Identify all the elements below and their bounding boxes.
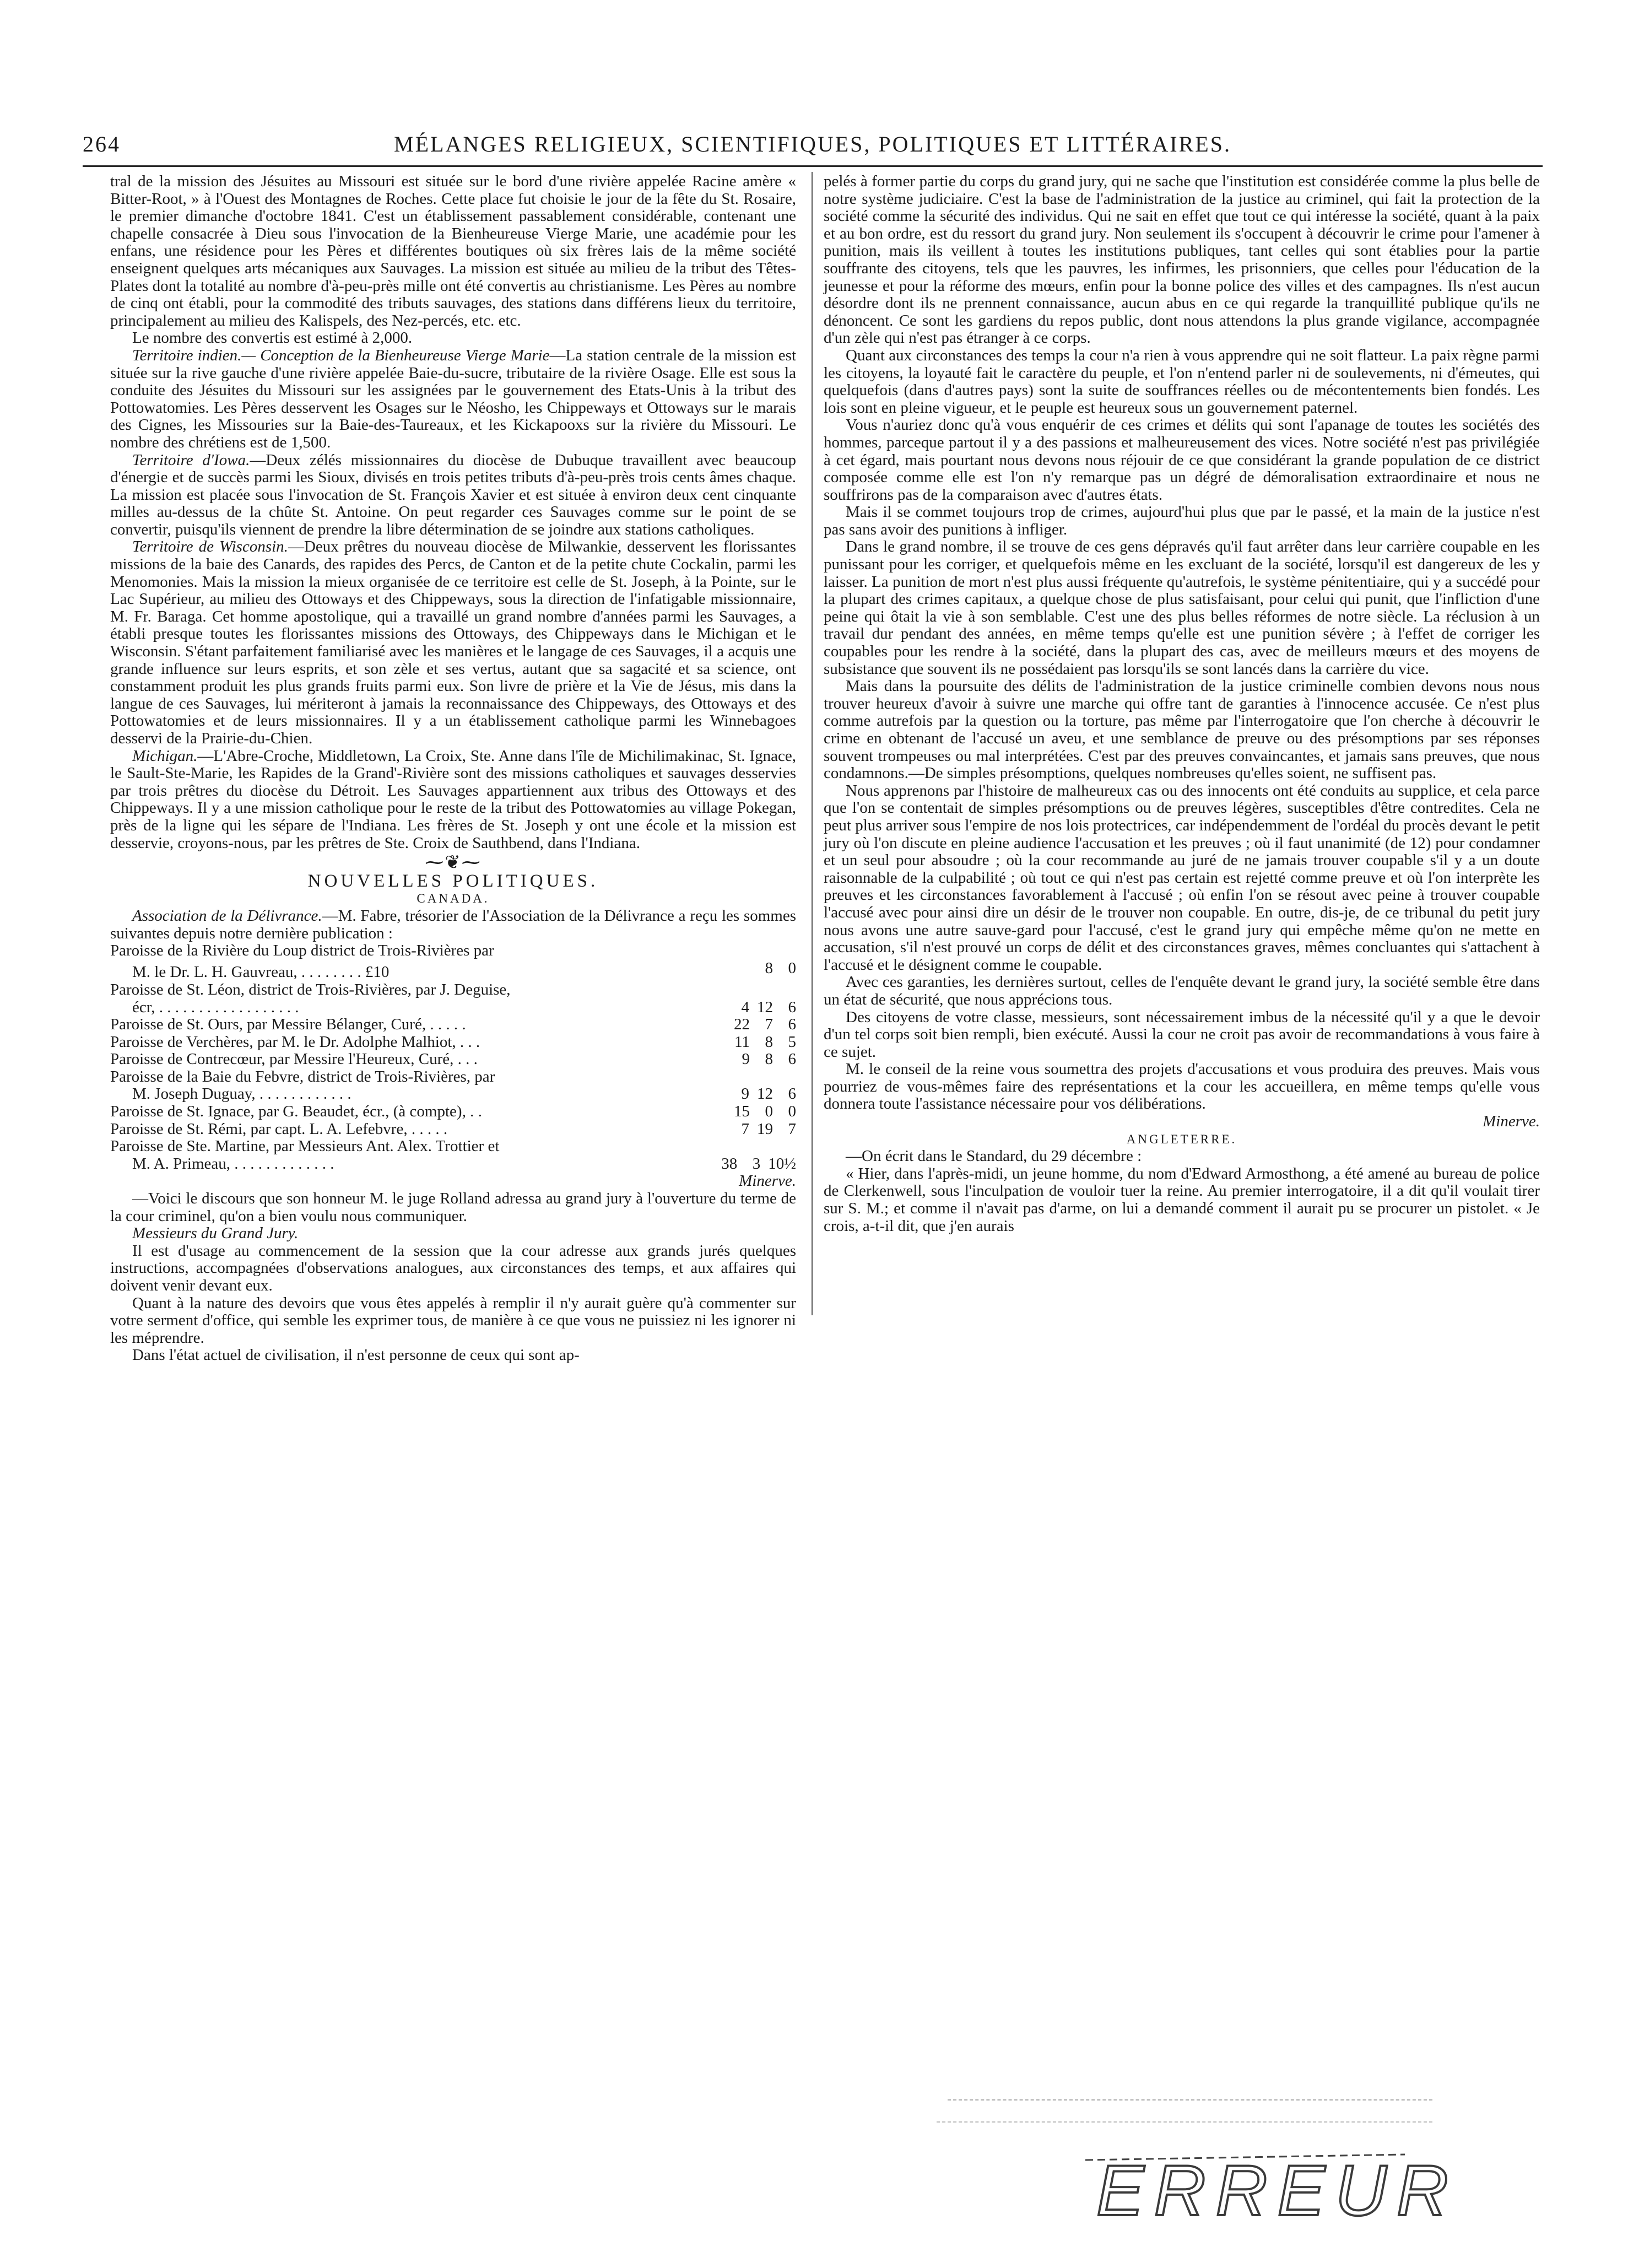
amount-part: 8: [765, 1050, 773, 1068]
ledger-amount: [719, 1103, 796, 1121]
ledger-row-continued: [110, 1086, 796, 1103]
speech-heading: Messieurs du Grand Jury.: [132, 1224, 299, 1243]
section-title: NOUVELLES POLITIQUES.: [307, 871, 599, 891]
ledger-row: [110, 1051, 796, 1068]
amount-part: 19: [757, 1120, 773, 1138]
paragraph: Le nombre des convertis est estimé à 2,000.: [132, 329, 413, 347]
paragraph-text: —La station centrale de la mission est située sur la rive gauche d'une rivière appelée Baie-du-sucre, tributaire de la rivière Osage. Elle est sous la conduite des Jésuites du Missouri sur les assignées par le gouvernement des Etats-Unis à la tribut des Pottowatomies. Les Pères desservent les Osages sur le Néosho, les Chippeways et Ottoways sur le marais des Cignes, les Missouries sur la Baie-des-Taureaux, et les Kickapooxs sur la rivière du Missouri. Le nombre des chrétiens est de 1,500.: [110, 346, 796, 451]
amount-part: [734, 960, 750, 978]
ledger-row-continued: [110, 960, 796, 981]
paragraph: Vous n'auriez donc qu'à vous enquérir de ces crimes et délits qui sont l'apanage de toutes les sociétés des hommes, parceque partout il y a des passions et malheureusement des vices. Notre société n'est pas privilégiée à cet égard, mais pourtant nous devons nous réjouir de ce que considérant la grande population de ce district composée comme elle est l'on n'y remarque pas un dégré de démoralisation extraordinaire et nous ne souffrirons pas de la comparaison avec d'autres états.: [824, 416, 1540, 504]
paragraph: Quant aux circonstances des temps la cour n'a rien à vous apprendre qui ne soit flatteur. La paix règne parmi les citoyens, la loyauté fait le caractère du peuple, et l'on n'entend parler ni de soulevements, ni d'émeutes, qui quelquefois (dans d'autres pays) sont la suite de souffrances réelles ou de mécontentements bien fondés. Les lois sont en pleine vigueur, et le peuple est heureux sous un gouvernement paternel.: [824, 346, 1540, 417]
amount-part: 7: [765, 1016, 773, 1034]
amount-part: 38: [721, 1154, 738, 1173]
amount-part: 11: [734, 1033, 750, 1051]
paragraph-text: —Deux prêtres du nouveau diocèse de Milwankie, desservent les florissantes missions de la baie des Canards, des rapides des Percs, de Canton et de la petite chute Cockalin, parmi les Menomonies. Mais la mission la mieux organisée de ce territoire est celle de St. Joseph, à la Pointe, sur le Lac Supérieur, au milieu des Ottoways et des Chippeways, sous la direction de l'infatigable missionnaire, M. Fr. Baraga. Cet homme apostolique, qui a travaillé un grand nombre d'années parmi les Sauvages, a établi presque toutes les florissantes missions des Ottoways, des Chippeways dans le Michigan et le Wisconsin. S'étant parfaitement familiarisé avec les manières et le langage de ces Sauvages, il a acquis une grande influence sur leurs esprits, et son zèle et ses vertus, autant que sa sagacité et sa science, ont constamment produit les plus grands fruits parmi eux. Son livre de prière et la Vie de Jésus, mis dans la langue de ces Sauvages, lui mériteront à jamais la reconnaissance des Chippeways, des Ottoways et des Pottowatomies et de leurs missionnaires. Il y a un établissement catholique parmi les Winnebagoes desservi de la Prairie-du-Chien.: [110, 538, 796, 747]
amount-part: 22: [734, 1016, 750, 1034]
ledger-amount: [719, 960, 796, 978]
ledger-label-continued: M. le Dr. L. H. Gauvreau, . . . . . . . . £10: [132, 963, 390, 981]
paragraph: Des citoyens de votre classe, messieurs, sont nécessairement imbus de la nécessité qu'il y a que le devoir d'un tel corps soit bien rempli, bien exécuté. Aussi la cour ne croit pas avoir de recommandations à vous faire à ce sujet.: [824, 1008, 1540, 1061]
amount-part: 12: [757, 1085, 773, 1103]
paragraph: [110, 748, 796, 852]
amount-part: 6: [788, 1085, 796, 1103]
paragraph: [110, 538, 796, 747]
faint-rules: [937, 2099, 1488, 2132]
source-credit: Minerve.: [1483, 1113, 1540, 1131]
header-rule: [83, 165, 1543, 167]
amount-part: 9: [741, 1085, 749, 1103]
paragraph: Mais dans la poursuite des délits de l'administration de la justice criminelle combien devons nous nous trouver heureux d'avoir à suivre une marche qui offre tant de garanties à l'innocence accusée. Ce n'est plus comme autrefois par la question ou la torture, pas même par l'interrogatoire que l'on cherche à découvrir le crime en obtenant de l'accusé un aveu, et une semblance de preuve ou des présomptions par ses réponses souvent trompeuses ou mal interprétées. C'est par des preuves convaincantes, et jamais sans preuves, que nous condamnons.—De simples présomptions, quelques nombreuses qu'elles soient, ne suffisent pas.: [824, 677, 1540, 782]
ledger-amount: [719, 999, 796, 1017]
left-column: [110, 173, 796, 1364]
amount-part: 6: [788, 1016, 796, 1034]
erreur-stamp: [1074, 2138, 1458, 2232]
paragraph: Nous apprenons par l'histoire de malheureux cas ou des innocents ont été conduits au supplice, et cela parce que l'on se contentait de simples présomptions ou de preuves légères, susceptibles d'être contredites. Cela ne peut plus arriver sous l'empire de nos lois protectrices, car indépendemment de l'ordéal du procès devant le petit jury où l'on discute en pleine audience l'accusation et les preuves ; où il faut unanimité (de 12) pour condamner et un seul pour absoudre ; où la cour recommande au juré de ne jamais trouver coupable s'il y a un doute raisonnable de la culpabilité ; où tout ce qui n'est pas certain est rejetté comme preuve et où l'on interprète les preuves et les circonstances favorablement à l'accusé ; où enfin l'on se résout avec peine à trouver coupable l'accusé avec pour ainsi dire un désir de le trouver non coupable. En outre, dis-je, de ce tribunal du petit jury nous avons une autre sauve-gard pour l'accusé, c'est le grand jury qui empêche même qu'on ne mette en accusation, s'il n'est prouvé un corps de délit et des circonstances graves, mêmes concluantes qui s'attachent à l'accusé et le désignent comme le coupable.: [824, 781, 1540, 974]
ledger-amount: [719, 1086, 796, 1103]
stamp-text: ERREUR: [1096, 2150, 1458, 2231]
ledger-row: [110, 1016, 796, 1034]
paragraph: Dans l'état actuel de civilisation, il n'est personne de ceux qui sont ap-: [132, 1346, 580, 1364]
ledger-row: [110, 981, 796, 999]
paragraph: [110, 347, 796, 452]
section-heading: Territoire d'Iowa.: [132, 451, 250, 469]
ledger-label-continued: M. Joseph Duguay, . . . . . . . . . . . .: [132, 1085, 351, 1103]
ledger-row: [110, 1068, 796, 1086]
ledger-amount: [719, 1051, 796, 1068]
page-header: [83, 131, 1543, 164]
ledger-label-continued: écr, . . . . . . . . . . . . . . . . . .: [132, 998, 299, 1016]
ledger-label: Paroisse de Verchères, par M. le Dr. Adolphe Malhiot, . . .: [110, 1033, 480, 1051]
ledger-label: Paroisse de St. Ignace, par G. Beaudet, écr., (à compte), . .: [110, 1103, 482, 1121]
ledger-label-continued: M. A. Primeau, . . . . . . . . . . . . .: [132, 1154, 334, 1173]
amount-part: 7: [741, 1120, 749, 1138]
donations-ledger: [110, 942, 796, 1173]
source-credit: Minerve.: [739, 1172, 796, 1190]
faint-rule: [948, 2099, 1432, 2100]
amount-part: 4: [741, 998, 749, 1016]
ledger-amount: [719, 1155, 796, 1173]
right-column: [824, 173, 1540, 1235]
page-title: MÉLANGES RELIGIEUX, SCIENTIFIQUES, POLITIQUES ET LITTÉRAIRES.: [394, 132, 1231, 156]
paragraph: Avec ces garanties, les dernières surtout, celles de l'enquête devant le grand jury, la société semble être dans un état de sécurité, que nous apprécions tous.: [824, 973, 1540, 1008]
paragraph-text: —L'Abre-Croche, Middletown, La Croix, Ste. Anne dans l'île de Michilimakinac, St. Ignace, le Sault-Ste-Marie, les Rapides de la Grand'-Rivière sont des missions catholiques et sauvages desservies par trois prêtres du diocèse du Détroit. Les Sauvages appartiennent aux tribus des Ottoways et des Chippeways. Il y a une mission catholique pour le reste de la tribut des Pottowatomies au village Pokegan, près de la ligne qui les sépare de l'Indiana. Les frères de St. Joseph y ont une école et la mission est desservie, croyons-nous, par les prêtres de Ste. Croix de Sauthbend, dans l'Indiana.: [110, 747, 796, 852]
section-heading: Territoire indien.— Conception de la Bienheureuse Vierge Marie: [132, 346, 550, 364]
amount-part: 7: [788, 1120, 796, 1138]
section-heading: Territoire de Wisconsin.: [132, 538, 288, 556]
amount-part: 0: [788, 959, 796, 977]
paragraph: « Hier, dans l'après-midi, un jeune homme, du nom d'Edward Armosthong, a été amené au bureau de police de Clerkenwell, sous l'inculpation de vouloir tuer la reine. Au premier interrogatoire, il a dit qu'il voulait tirer sur S. M.; et comme il n'avait pas d'arme, on lui a demandé comment il aurait pu se procurer un pistolet. « Je crois, a-t-il dit, que j'en aurais: [824, 1164, 1540, 1235]
ledger-amount: [719, 1016, 796, 1034]
ledger-row: [110, 1121, 796, 1138]
ledger-row: [110, 1138, 796, 1155]
ledger-label: Paroisse de St. Rémi, par capt. L. A. Lefebvre, . . . . .: [110, 1120, 448, 1138]
paragraph: Quant à la nature des devoirs que vous êtes appelés à remplir il n'y aurait guère qu'à commenter sur votre serment d'office, qui semble les exprimer tous, de manière à ce que vous ne puissiez ni les ignorer ni les méprendre.: [110, 1294, 796, 1347]
page-number: 264: [83, 132, 121, 156]
paragraph: Il est d'usage au commencement de la session que la cour adresse aux grands jurés quelques instructions, accompagnées d'observations analogues, aux circonstances des temps, et aux affaires qui doivent venir devant eux.: [110, 1241, 796, 1294]
paragraph-text: —Deux zélés missionnaires du diocèse de Dubuque travaillent avec beaucoup d'énergie et de succès parmi les Sioux, divisés en trois petites tributs d'à-peu-près trois cents âmes chaque. La mission est placée sous l'invocation de St. François Xavier et est située à environ deux cent cinquante milles au-dessus de la chûte St. Antoine. On peut regarder ces Sauvages comme sur le point de se convertir, puisqu'ils viennent de prendre la libre détermination de se joindre aux stations catholiques.: [110, 451, 796, 538]
paragraph: —Voici le discours que son honneur M. le juge Rolland adressa au grand jury à l'ouverture du terme de la cour criminel, qu'on a bien voulu nous communiquer.: [110, 1190, 796, 1225]
ledger-label: Paroisse de Contrecœur, par Messire l'Heureux, Curé, . . .: [110, 1050, 478, 1068]
amount-part: 15: [734, 1103, 750, 1121]
ledger-label: Paroisse de St. Léon, district de Trois-Rivières, par J. Deguise,: [110, 980, 511, 998]
paragraph: Mais il se commet toujours trop de crimes, aujourd'hui plus que par le passé, et la main de la justice n'est pas sans avoir des punitions à infliger.: [824, 503, 1540, 538]
ledger-row-continued: [110, 999, 796, 1017]
amount-part: 12: [757, 998, 773, 1016]
ornament-divider: ⁓❦⁓: [425, 852, 482, 873]
ledger-row: [110, 942, 796, 960]
paragraph: —On écrit dans le Standard, du 29 décembre :: [846, 1147, 1142, 1165]
ledger-amount: [719, 1034, 796, 1051]
amount-part: 9: [742, 1050, 750, 1068]
paragraph: [110, 452, 796, 539]
paragraph: [110, 908, 796, 942]
paragraph-text: —M. Fabre, trésorier de l'Association de la Délivrance a reçu les sommes suivantes depuis notre dernière publication :: [110, 906, 796, 942]
amount-part: 10½: [768, 1154, 796, 1173]
amount-part: 3: [752, 1154, 761, 1173]
amount-part: 0: [788, 1103, 796, 1121]
ledger-label: Paroisse de la Baie du Febvre, district de Trois-Rivières, par: [110, 1067, 495, 1086]
amount-part: 6: [788, 998, 796, 1016]
faint-rule: [937, 2121, 1432, 2123]
ledger-label: Paroisse de la Rivière du Loup district de Trois-Rivières par: [110, 942, 494, 960]
ledger-row: [110, 1034, 796, 1051]
ledger-row: [110, 1103, 796, 1121]
paragraph: M. le conseil de la reine vous soumettra des projets d'accusations et vous produira des preuves. Mais vous pourriez de vous-mêmes faire des représentations et la cour les accueillera, en même temps qu'elle vous donnera toute l'assistance nécessaire pour vos délibérations.: [824, 1060, 1540, 1113]
ledger-amount: [719, 1121, 796, 1138]
amount-part: 8: [765, 959, 773, 977]
amount-part: 8: [765, 1033, 773, 1051]
amount-part: 0: [765, 1103, 773, 1121]
section-heading: Association de la Délivrance.: [132, 906, 322, 925]
section-heading: Michigan.: [132, 747, 198, 765]
subsection-title: CANADA.: [417, 892, 490, 906]
paragraph: pelés à former partie du corps du grand jury, qui ne sache que l'institution est considérée comme la plus belle de notre système judiciaire. C'est la base de l'administration de la justice au criminel, qui fait la protection de la société comme la sécurité des individus. Qui ne sait en effet que tout ce qui intéresse la société, quant à la paix et au bon ordre, est du ressort du grand jury. Non seulement ils s'occupent à découvrir le crime pour l'amener à punition, mais ils veillent à toutes les institutions publiques, tant celles qui sont établies pour la partie souffrante des citoyens, tels que les pauvres, les infirmes, les prisonniers, que celles pour l'éducation de la jeunesse et pour la réforme des mœurs, enfin pour la bonne police des villes et des campagnes. Ils n'est aucun désordre dont ils ne prennent connaissance, aucun abus en ce qui regarde la tranquillité publique qu'ils ne dénoncent. Ce sont les gardiens du repos public, dont nous attendons la plus grande vigilance, accompagnée d'un zèle qui n'est pas étranger à ce corps.: [824, 172, 1540, 347]
paragraph: tral de la mission des Jésuites au Missouri est située sur le bord d'une rivière appelée Racine amère « Bitter-Root, » à l'Ouest des Montagnes de Roches. Cette place fut choisie le jour de la fête du St. Rosaire, le premier dimanche d'octobre 1841. C'est un établissement passablement considérable, contenant une chapelle consacrée à Dieu sous l'invocation de la Bienheureuse Vierge Marie, une académie pour les enfans, une résidence pour les Pères et différentes boutiques où six frères lais de la même société enseignent quelques arts mécaniques aux Sauvages. La mission est située au milieu de la tribut des Têtes-Plates dont la totalité au nombre d'à-peu-près mille ont été convertis au christianisme. Les Pères au nombre de cinq ont établi, pour la commodité des tributs sauvages, des stations dans différens lieux du territoire, principalement au milieu des Kalispels, des Nez-percés, etc. etc.: [110, 172, 796, 330]
paragraph: Dans le grand nombre, il se trouve de ces gens dépravés qu'il faut arrêter dans leur carrière coupable en les punissant pour les corriger, et quelquefois même en les excluant de la société, lorsqu'il est dangereux de les y laisser. La punition de mort n'est plus aussi fréquente qu'autrefois, le système pénitentiaire, qui y a succédé pour la plupart des crimes capitaux, a quelque chose de plus satisfaisant, pour celui qui punit, que l'infliction d'une peine qui ôtait la vie à son semblable. C'est une des plus belles réformes de notre siècle. La réclusion à un travail dur pendant des années, en même temps qu'elle est une punition sévère ; à l'effet de corriger les coupables pour les rendre à la société, dans la plupart des cas, avec de meilleurs mœurs et des moyens de subsistance que souvent ils ne possédaient pas lorsqu'ils se sont lancés dans la carrière du vice.: [824, 538, 1540, 678]
ledger-row-continued: [110, 1155, 796, 1173]
column-divider: [812, 172, 813, 1315]
ledger-label: Paroisse de St. Ours, par Messire Bélanger, Curé, . . . . .: [110, 1016, 466, 1034]
amount-part: 6: [788, 1050, 796, 1068]
ledger-label: Paroisse de Ste. Martine, par Messieurs Ant. Alex. Trottier et: [110, 1137, 500, 1155]
subsection-title: ANGLETERRE.: [1126, 1132, 1237, 1146]
amount-part: 5: [788, 1033, 796, 1051]
